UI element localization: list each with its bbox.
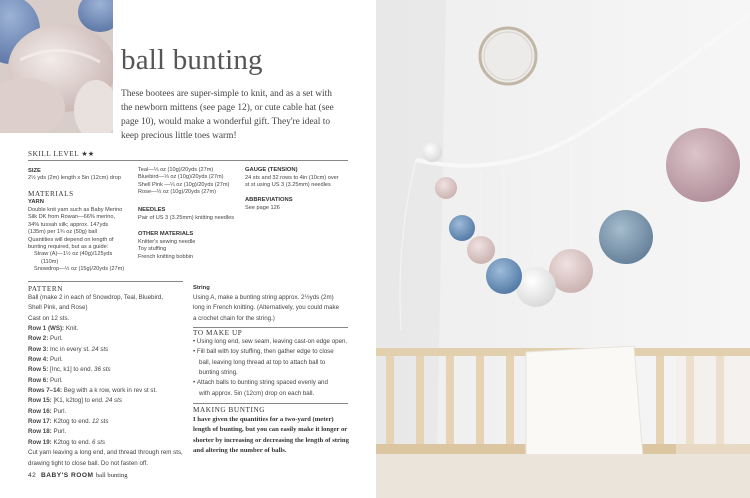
other-material-line: French knitting bobbin xyxy=(138,253,194,260)
pattern-row xyxy=(28,438,188,448)
teal-ball xyxy=(599,210,653,264)
other-materials-list xyxy=(138,239,195,261)
footer-section: BABY'S ROOM xyxy=(41,472,94,479)
row-text: Purl. xyxy=(48,376,63,384)
yarn-guide-line: Straw (A)—1½ oz (40g)/125yds xyxy=(34,251,113,258)
section-rule xyxy=(28,160,348,161)
shell-pink-ball xyxy=(467,236,495,264)
pattern-heading: PATTERN xyxy=(28,285,64,293)
row-text: Purl. xyxy=(51,407,67,415)
make-up-rule xyxy=(193,327,348,328)
making-bunting-text xyxy=(193,415,368,456)
string-heading: String xyxy=(193,285,210,291)
yarn-description xyxy=(28,207,138,274)
row-text: Purl. xyxy=(48,335,63,343)
bootees-photo xyxy=(0,0,113,133)
make-up-heading: TO MAKE UP xyxy=(193,329,243,337)
pattern-row xyxy=(28,334,188,344)
string-line: long in French knitting. (Alternatively, you could make xyxy=(193,304,340,312)
pattern-line: Ball (make 2 in each of Snowdrop, Teal, Bluebird, xyxy=(28,294,164,301)
row-text: Inc in every st. xyxy=(48,345,92,353)
yarn-heading: YARN xyxy=(28,199,44,205)
pattern-row xyxy=(28,427,188,437)
needles-heading: NEEDLES xyxy=(138,207,166,213)
bullet-icon: • xyxy=(193,379,197,387)
gauge-text xyxy=(245,175,355,190)
making-bunting-heading: MAKING BUNTING xyxy=(193,406,266,414)
page-footer xyxy=(28,472,128,479)
row-label: Rows 7–14: xyxy=(28,387,63,395)
abbreviations-text: See page 126 xyxy=(245,205,280,211)
making-bunting-line: shorter by increasing or decreasing the length of string xyxy=(193,436,349,444)
bullet-line: • Using long end, sew seam, leaving cast-on edge open. xyxy=(193,338,348,345)
row-text: [Inc, k1] to end. xyxy=(48,366,95,374)
row-count: 24 sts xyxy=(105,397,122,405)
skill-level xyxy=(28,149,94,158)
yarn-line: 34% tussah silk; approx. 147yds xyxy=(28,221,109,228)
bullet-line: • Fill ball with toy stuffing, then gather edge to close xyxy=(193,348,334,356)
row-label: Row 19: xyxy=(28,438,52,446)
gauge-line: 24 sts and 32 rows to 4in (10cm) over xyxy=(245,175,339,181)
gauge-line: st st using US 3 (3.25mm) needles xyxy=(245,182,331,189)
snowdrop-ball xyxy=(422,142,442,162)
yarn-line: bunting required, but as a guide: xyxy=(28,244,109,251)
bullet-line: ball, leaving long thread at top to attach ball to xyxy=(199,358,326,366)
other-material-line: Knitter's sewing needle xyxy=(138,239,196,245)
row-label: Row 3: xyxy=(28,345,49,353)
bullet-line: bunting string. xyxy=(199,369,238,377)
yarn-color-line: Shell Pink —⅓ oz (10g)/20yds (27m) xyxy=(138,181,230,188)
row-count: 36 sts xyxy=(94,366,111,374)
pattern-row xyxy=(28,324,188,334)
row-text: Beg with a k row, work in rev st st. xyxy=(62,387,157,395)
page-number: 42 xyxy=(28,472,37,479)
pattern-line: Cut yarn leaving a long end, and thread through rem sts, xyxy=(28,449,183,457)
intro-paragraph: These bootees are super-simple to knit, and as a set with the newborn mittens (see page 12), or cute cable hat (see page 10), would make a wonderful gift. They're ideal to keep precious little toes warm! xyxy=(121,89,334,141)
other-materials-heading: OTHER MATERIALS xyxy=(138,231,194,237)
row-count: 6 sts xyxy=(91,438,106,446)
making-bunting-line: length of bunting, but you can easily make it longer or xyxy=(193,426,348,434)
pattern-row xyxy=(28,355,188,365)
bullet-line: • Attach balls to bunting string spaced evenly and xyxy=(193,379,328,387)
rose-ball xyxy=(666,128,740,202)
row-label: Row 1 (WS): xyxy=(28,325,65,333)
pattern-row xyxy=(28,396,188,406)
making-bunting-line: and altering the number of balls. xyxy=(193,446,287,454)
row-label: Row 6: xyxy=(28,376,49,384)
page-title: ball bunting xyxy=(121,44,263,76)
skill-level-label: SKILL LEVEL xyxy=(28,150,79,158)
yarn-color-line: Bluebird—⅓ oz (10g)/20yds (27m) xyxy=(138,174,224,181)
row-text: Knit. xyxy=(64,325,79,333)
row-text: K2tog to end. xyxy=(51,418,92,426)
bullet-icon: • xyxy=(193,348,197,356)
shell-pink-ball xyxy=(435,177,457,199)
footer-title: ball bunting xyxy=(95,472,128,479)
row-count: 24 sts xyxy=(91,345,109,353)
row-label: Row 2: xyxy=(28,335,49,343)
pattern-line: drawing tight to close ball. Do not fasten off. xyxy=(28,459,148,467)
size-heading: SIZE xyxy=(28,168,41,174)
row-label: Row 5: xyxy=(28,366,49,374)
pattern-row xyxy=(28,345,188,355)
string-line: a crochet chain for the string.) xyxy=(193,314,275,322)
materials-heading: MATERIALS xyxy=(28,190,74,198)
pattern-rule xyxy=(28,281,183,282)
yarn-guide xyxy=(28,251,138,273)
yarn-color-line: Rose—⅓ oz (10g)/20yds (27m) xyxy=(138,189,217,196)
bluebird-ball xyxy=(449,215,475,241)
make-up-list xyxy=(193,337,353,399)
skill-stars: ★★ xyxy=(81,150,95,158)
row-text: [K1, k2tog] to end. xyxy=(51,397,106,405)
row-text: K2tog to end. xyxy=(51,438,92,446)
row-text: Purl. xyxy=(48,356,63,364)
yarn-line: (135m) per 1¾ oz (50g) ball xyxy=(28,229,98,236)
needles-text: Pair of US 3 (3.25mm) knitting needles xyxy=(138,215,235,221)
row-label: Row 16: xyxy=(28,407,52,415)
snowdrop-ball xyxy=(516,267,556,307)
yarn-line: Double knit yarn such as Baby Merino xyxy=(28,207,123,213)
row-text: Purl. xyxy=(51,428,67,436)
pattern-instructions xyxy=(28,293,188,469)
pattern-row xyxy=(28,376,188,386)
row-label: Row 17: xyxy=(28,418,52,426)
row-label: Row 18: xyxy=(28,428,52,436)
pattern-line: Cast on 12 sts. xyxy=(28,314,70,322)
size-text: 2½ yds (2m) length x 5in (12cm) drop xyxy=(28,175,121,181)
pattern-row xyxy=(28,386,188,396)
yarn-guide-line: (110m) xyxy=(41,258,59,265)
bullet-line: with approx. 5in (12cm) drop on each ball. xyxy=(199,389,315,397)
pattern-row xyxy=(28,365,188,375)
yarn-line: Silk DK from Rowan—66% merino, xyxy=(28,214,116,221)
pattern-row xyxy=(28,417,188,427)
nursery-illustration xyxy=(376,0,750,498)
pattern-line: Shell Pink, and Rose) xyxy=(28,304,88,312)
bluebird-ball xyxy=(486,258,522,294)
row-label: Row 4: xyxy=(28,356,49,364)
row-count: 12 sts xyxy=(91,418,109,426)
making-bunting-line: I have given the quantities for a two-yard (meter) xyxy=(193,416,334,423)
making-bunting-rule xyxy=(193,403,348,404)
other-material-line: Toy stuffing xyxy=(138,246,167,253)
string-text xyxy=(193,293,353,324)
yarn-line: Quantities will depend on length of xyxy=(28,236,114,243)
nursery-photo xyxy=(376,0,750,498)
pattern-row xyxy=(28,407,188,417)
yarn-colors-continued xyxy=(138,167,246,197)
bullet-icon: • xyxy=(193,338,197,345)
yarn-guide-line: Snowdrop—½ oz (15g)/20yds (27m) xyxy=(34,266,125,273)
row-label: Row 15: xyxy=(28,397,52,405)
string-line: Using A, make a bunting string approx. 2½yds (2m) xyxy=(193,294,334,301)
yarn-color-line: Teal—⅓ oz (10g)/20yds (27m) xyxy=(138,167,214,173)
gauge-heading: GAUGE (TENSION) xyxy=(245,167,298,173)
abbreviations-heading: ABBREVIATIONS xyxy=(245,197,293,203)
